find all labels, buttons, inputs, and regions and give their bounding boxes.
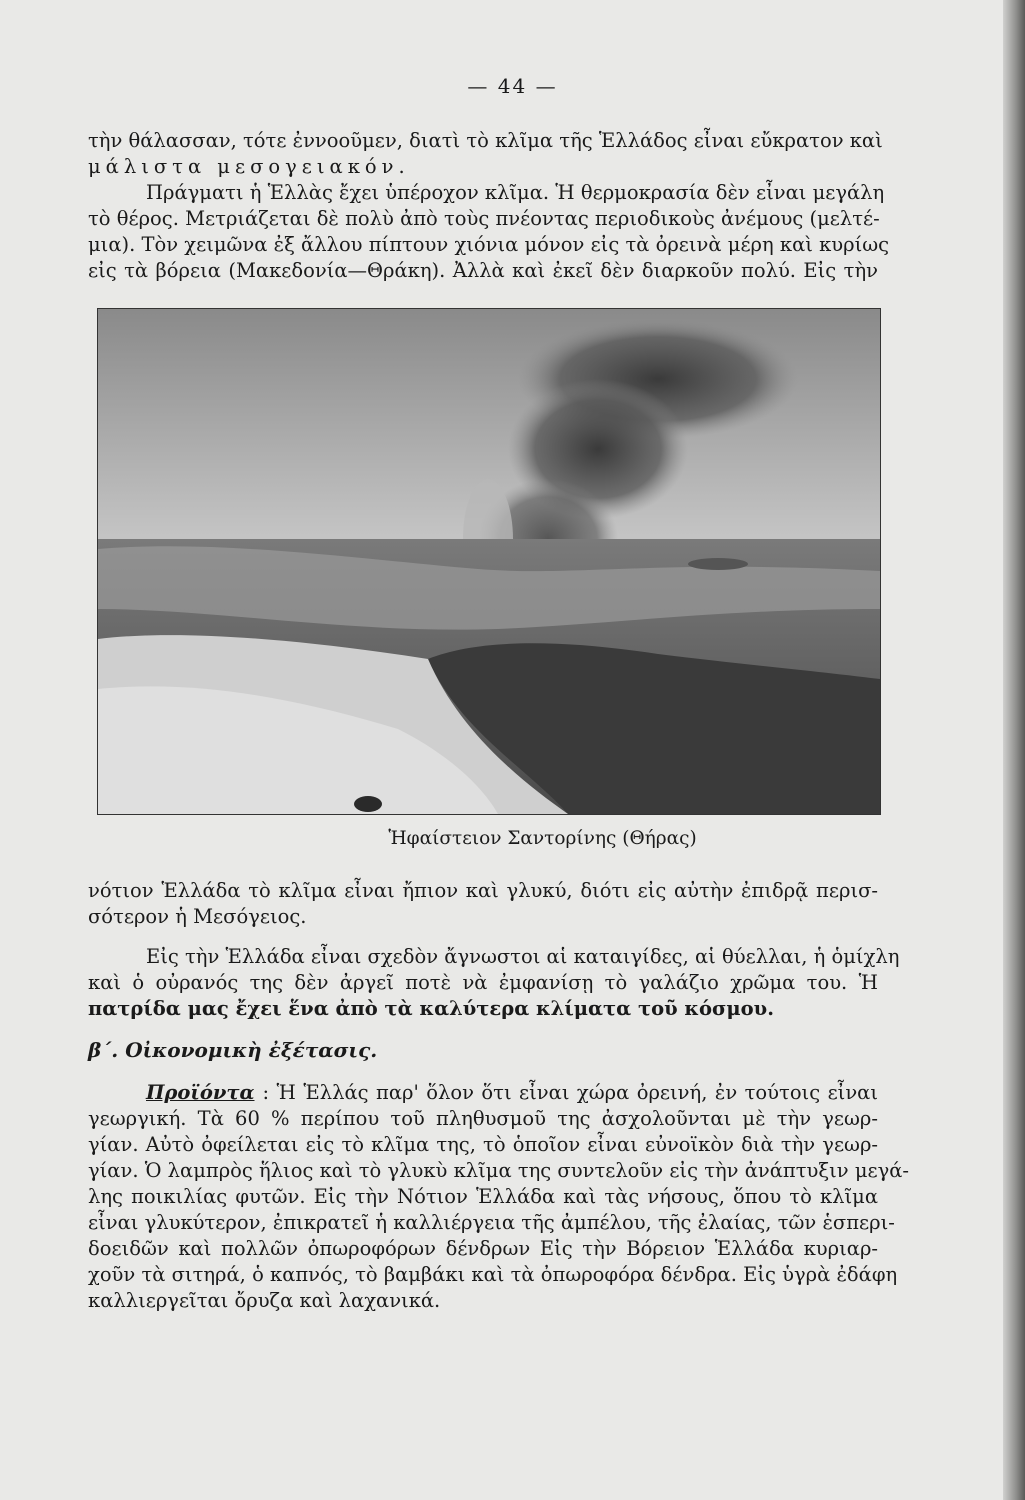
text-line: γίαν. Ὁ λαμπρὸς ἥλιος καὶ τὸ γλυκὺ κλῖμα της συντελοῦν εἰς τὴν ἀνάπτυξιν μεγά-: [88, 1159, 909, 1182]
text-line: λης ποικιλίας φυτῶν. Εἰς τὴν Νότιον Ἑλλάδα καὶ τὰς νήσους, ὅπου τὸ κλῖμα: [88, 1185, 878, 1208]
text-line: καλλιεργεῖται ὄρυζα καὶ λαχανικά.: [88, 1289, 441, 1312]
paragraph-climate: [88, 128, 890, 284]
page-edge: [1003, 0, 1025, 1500]
page-number: — 44 —: [467, 74, 558, 98]
text-line: μια). Τὸν χειμῶνα ἐξ ἄλλου πίπτουν χιόνια μόνον εἰς τὰ ὀρεινὰ μέρη καὶ κυρίως: [88, 233, 890, 256]
text-line: σότερον ἡ Μεσόγειος.: [88, 905, 307, 928]
text-line: Πράγματι ἡ Ἑλλὰς ἔχει ὑπέροχον κλῖμα. Ἡ θερμοκρασία δὲν εἶναι μεγάλη: [146, 181, 885, 204]
text-line: νότιον Ἑλλάδα τὸ κλῖμα εἶναι ἤπιον καὶ γλυκύ, διότι εἰς αὐτὴν ἐπιδρᾷ περισ-: [88, 879, 878, 902]
paragraph-south-climate: [88, 878, 900, 1022]
products-label: Προϊόντα: [146, 1081, 255, 1104]
text-line: τὴν θάλασσαν, τότε ἐννοοῦμεν, διατὶ τὸ κλῖμα τῆς Ἑλλάδος εἶναι εὔκρατον καὶ: [88, 129, 883, 152]
text-line: καὶ ὁ οὐρανός της δὲν ἀργεῖ ποτὲ νὰ ἐμφανίσῃ τὸ γαλάζιο χρῶμα του. Ἡ: [88, 971, 878, 994]
text-line: Εἰς τὴν Ἑλλάδα εἶναι σχεδὸν ἄγνωστοι αἱ καταιγίδες, αἱ θύελλαι, ἡ ὁμίχλη: [146, 945, 900, 968]
text-line: εἶναι γλυκύτερον, ἐπικρατεῖ ἡ καλλιέργεια τῆς ἀμπέλου, τῆς ἐλαίας, τῶν ἑσπερι-: [88, 1211, 895, 1234]
text-line: πατρίδα μας ἔχει ἕνα ἀπὸ τὰ καλύτερα κλίματα τοῦ κόσμου.: [88, 997, 774, 1020]
text-line: δοειδῶν καὶ πολλῶν ὀπωροφόρων δένδρων Εἰς τὴν Βόρειον Ἑλλάδα κυριαρ-: [88, 1237, 878, 1260]
section-heading: β΄. Οἰκονομικὴ ἐξέτασις.: [88, 1038, 378, 1062]
photo-caption: Ἡφαίστειον Σαντορίνης (Θήρας): [388, 828, 697, 849]
text-line: τὸ θέρος. Μετριάζεται δὲ πολὺ ἀπὸ τοὺς πνέοντας περιοδικοὺς ἀνέμους (μελτέ-: [88, 207, 880, 230]
products-first-line: [88, 1080, 878, 1106]
text-line: γίαν. Αὐτὸ ὀφείλεται εἰς τὸ κλῖμα της, τὸ ὁποῖον εἶναι εὐνοϊκὸν διὰ τὴν γεωρ-: [88, 1133, 878, 1156]
text-line: εἰς τὰ βόρεια (Μακεδονία—Θράκη). Ἀλλὰ καὶ ἐκεῖ δὲν διαρκοῦν πολύ. Εἰς τὴν: [88, 259, 878, 282]
paragraph-products: [88, 1080, 909, 1314]
volcano-photo: [97, 308, 881, 815]
text-line: γεωργική. Τὰ 60 % περίπου τοῦ πληθυσμοῦ της ἀσχολοῦνται μὲ τὴν γεωρ-: [88, 1107, 878, 1130]
text-line: χοῦν τὰ σιτηρά, ὁ καπνός, τὸ βαμβάκι καὶ τὰ ὀπωροφόρα δένδρα. Εἰς ὑγρὰ ἐδάφη: [88, 1263, 898, 1286]
text-line: : Ἡ Ἑλλάς παρ' ὅλον ὅτι εἶναι χώρα ὀρεινή, ἐν τούτοις εἶναι: [262, 1081, 878, 1104]
text-line: μάλιστα μεσογειακόν.: [88, 155, 410, 178]
